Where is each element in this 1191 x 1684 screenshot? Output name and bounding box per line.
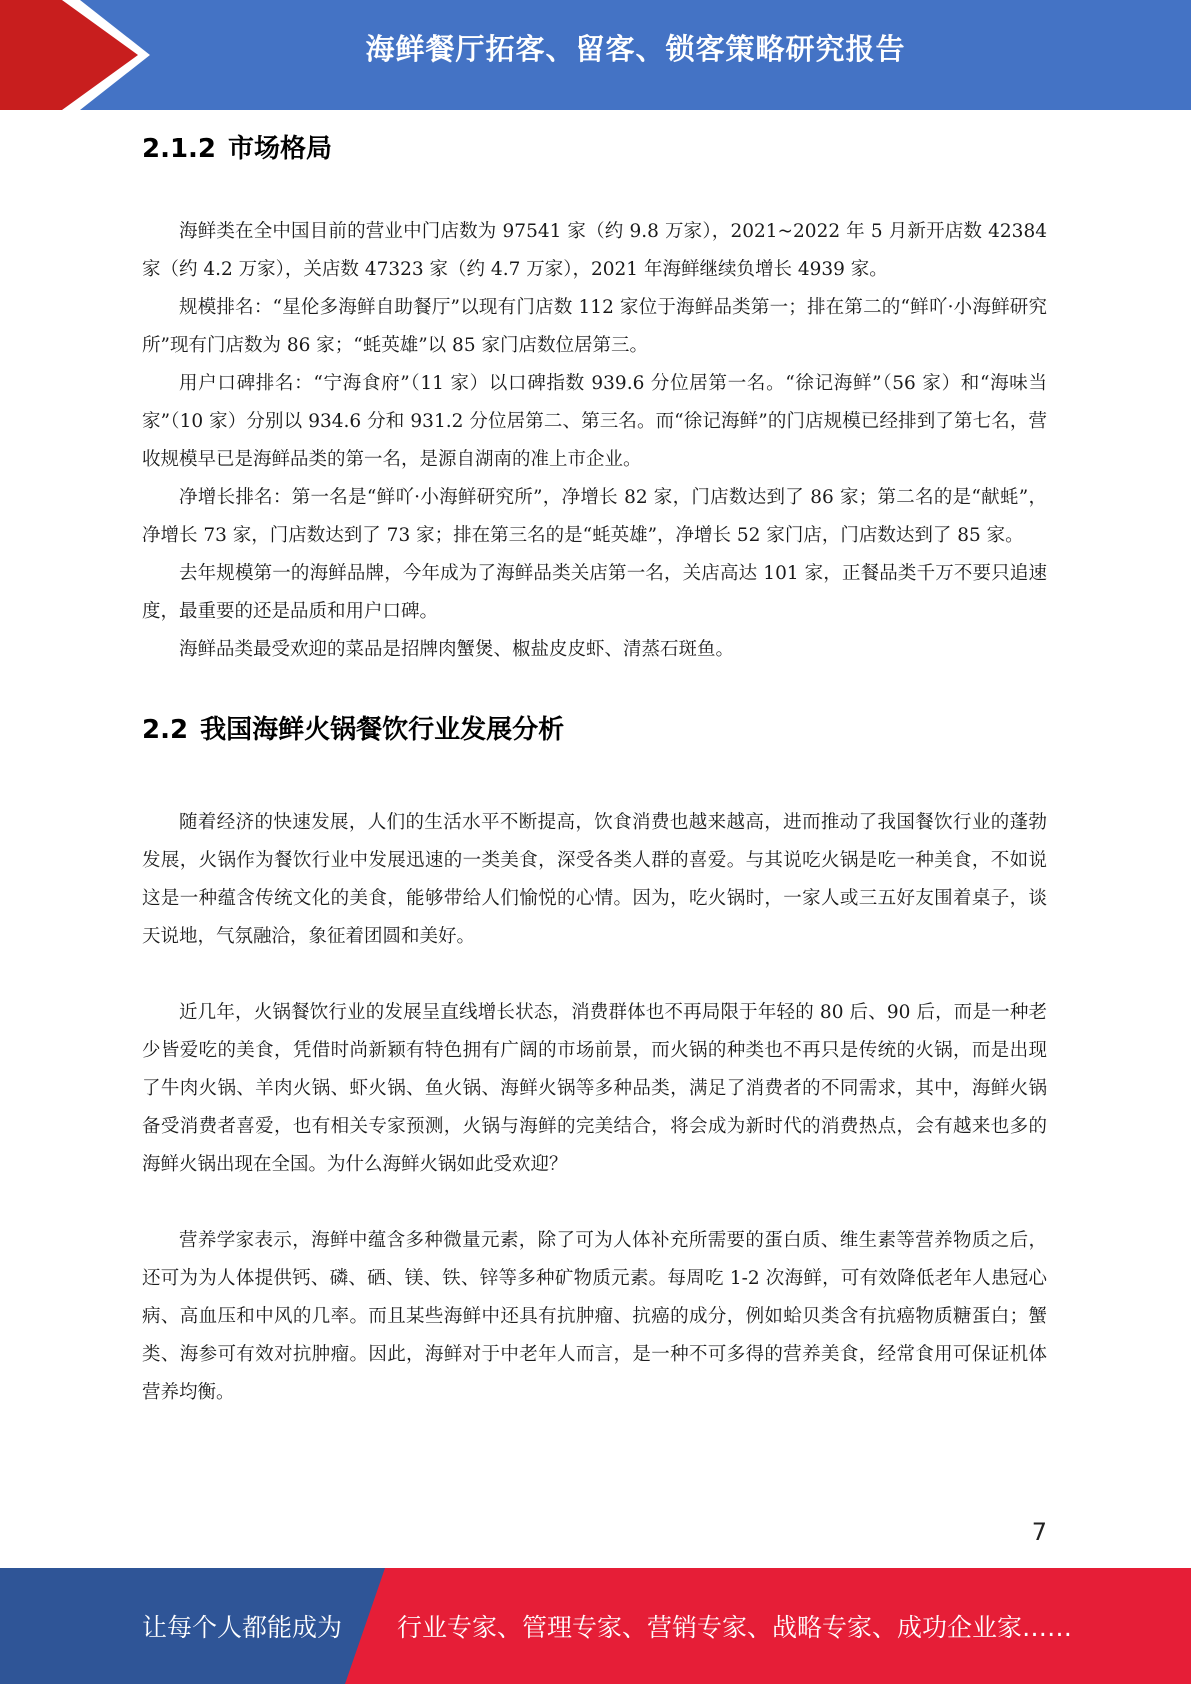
- paragraph: 近几年，火锅餐饮行业的发展呈直线增长状态，消费群体也不再局限于年轻的 80 后、90 后，而是一种老少皆爱吃的美食，凭借时尚新颖有特色拥有广阔的市场前景，而火锅的种类也不再只是传统的火锅，而是出现了牛肉火锅、羊肉火锅、虾火锅、鱼火锅、海鲜火锅等多种品类，满足了消费者的不同需求，其中，海鲜火锅备受消费者喜爱，也有相关专家预测，火锅与海鲜的完美结合，将会成为新时代的消费热点，会有越来也多的海鲜火锅出现在全国。为什么海鲜火锅如此受欢迎？: [142, 1002, 1047, 1175]
- section-number: 2.2: [142, 715, 189, 745]
- section-title: 我国海鲜火锅餐饮行业发展分析: [200, 715, 565, 745]
- paragraph: 净增长排名：第一名是“鲜吖·小海鲜研究所”，净增长 82 家，门店数达到了 86 家；第二名的是“献蚝”，净增长 73 家，门店数达到了 73 家；排在第三名的是“蚝英雄”，净增长 52 家门店，门店数达到了 85 家。: [142, 487, 1047, 546]
- section-heading-2-2: [142, 709, 1047, 746]
- paragraph: 随着经济的快速发展，人们的生活水平不断提高，饮食消费也越来越高，进而推动了我国餐饮行业的蓬勃发展，火锅作为餐饮行业中发展迅速的一类美食，深受各类人群的喜爱。与其说吃火锅是吃一种美食，不如说这是一种蕴含传统文化的美食，能够带给人们愉悦的心情。因为，吃火锅时，一家人或三五好友围着桌子，谈天说地，气氛融洽，象征着团圆和美好。: [142, 812, 1047, 947]
- page-number: 7: [1031, 1518, 1047, 1546]
- page-header: [0, 0, 1191, 110]
- section-heading-2-1-2: [142, 128, 1047, 165]
- paragraph: 规模排名：“星伦多海鲜自助餐厅”以现有门店数 112 家位于海鲜品类第一；排在第二的“鲜吖·小海鲜研究所”现有门店数为 86 家；“蚝英雄”以 85 家门店数位居第三。: [142, 297, 1047, 356]
- report-title: 海鲜餐厅拓客、留客、锁客策略研究报告: [365, 32, 906, 66]
- paragraph: 用户口碑排名：“宁海食府”（11 家）以口碑指数 939.6 分位居第一名。“徐记海鲜”（56 家）和“海味当家”（10 家）分别以 934.6 分和 931.2 分位居第二、第三名。而“徐记海鲜”的门店规模已经排到了第七名，营收规模早已是海鲜品类的第一名，是源自湖南的准上市企业。: [142, 373, 1047, 470]
- footer-slogan-right: 行业专家、管理专家、营销专家、战略专家、成功企业家……: [397, 1613, 1073, 1642]
- page-footer: [0, 1568, 1191, 1684]
- section-number: 2.1.2: [142, 134, 217, 164]
- page-content: [142, 128, 1047, 1412]
- paragraph: 营养学家表示，海鲜中蕴含多种微量元素，除了可为人体补充所需要的蛋白质、维生素等营养物质之后，还可为为人体提供钙、磷、硒、镁、铁、锌等多种矿物质元素。每周吃 1-2 次海鲜，可有效降低老年人患冠心病、高血压和中风的几率。而且某些海鲜中还具有抗肿瘤、抗癌的成分，例如蛤贝类含有抗癌物质糖蛋白；蟹类、海参可有效对抗肿瘤。因此，海鲜对于中老年人而言，是一种不可多得的营养美食，经常食用可保证机体营养均衡。: [142, 1230, 1047, 1403]
- section-title: 市场格局: [228, 134, 333, 164]
- footer-slogan-left: 让每个人都能成为: [142, 1613, 343, 1642]
- paragraph: 海鲜品类最受欢迎的菜品是招牌肉蟹煲、椒盐皮皮虾、清蒸石斑鱼。: [179, 639, 735, 660]
- paragraph: 去年规模第一的海鲜品牌，今年成为了海鲜品类关店第一名，关店高达 101 家，正餐品类千万不要只追速度，最重要的还是品质和用户口碑。: [142, 563, 1047, 622]
- paragraph: 海鲜类在全中国目前的营业中门店数为 97541 家（约 9.8 万家），2021~2022 年 5 月新开店数 42384 家（约 4.2 万家），关店数 47323 家（约 4.7 万家），2021 年海鲜继续负增长 4939 家。: [142, 221, 1047, 280]
